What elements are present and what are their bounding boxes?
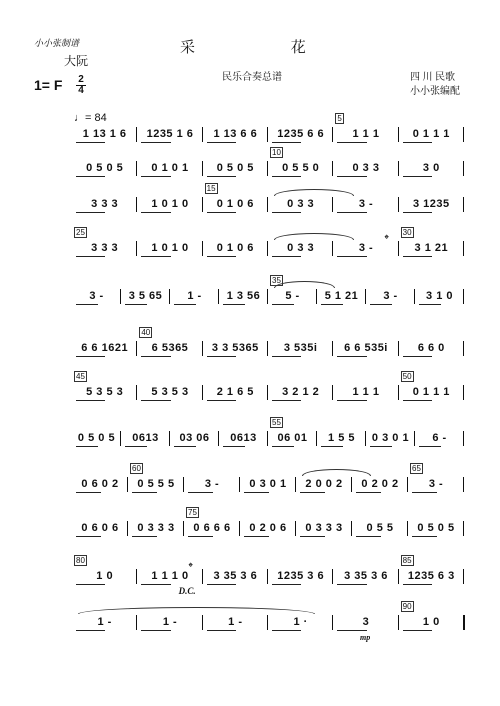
bar-line [267, 289, 268, 304]
bar-line [136, 197, 137, 212]
beam-line [337, 212, 366, 213]
beam-line [207, 630, 236, 631]
bar-line [407, 521, 408, 536]
score-row [72, 228, 464, 270]
origin-label: 四 川 民歌 [410, 72, 455, 83]
measure: 3 3 3 [91, 198, 119, 210]
segno-sign: 𝄌 [188, 560, 193, 574]
bar-line [202, 385, 203, 400]
bar-line [463, 127, 464, 142]
measure: 0 6 0 6 [81, 522, 119, 534]
bar-line [398, 241, 399, 256]
time-signature [76, 75, 86, 96]
measure: 0 1 0 6 [216, 242, 254, 254]
measure: 3 5 65 [128, 290, 163, 302]
beam-line [76, 584, 105, 585]
beam-line [419, 304, 441, 305]
beam-line [207, 400, 236, 401]
beam-line [76, 142, 105, 143]
measure: 1 · [293, 616, 308, 628]
measure: 1235 3 6 [277, 570, 325, 582]
beam-line [412, 492, 437, 493]
tie-slur [274, 281, 335, 288]
bar-line [183, 521, 184, 536]
bar-line [120, 431, 121, 446]
beam-line [207, 584, 236, 585]
measure: 0 3 0 1 [371, 432, 410, 444]
bar-line [398, 569, 399, 584]
measure: 0 5 0 5 [77, 432, 116, 444]
bar-line [202, 615, 203, 630]
beam-line [403, 400, 432, 401]
bar-line [136, 341, 137, 356]
beam-line [272, 584, 301, 585]
measure: 3 - [358, 242, 374, 254]
bar-line [295, 477, 296, 492]
bar-line [463, 431, 464, 446]
tempo-mark: ♩= 84 [74, 112, 107, 124]
measure: 0 5 0 5 [216, 162, 254, 174]
time-numerator: 2 [78, 74, 84, 85]
beam-line [244, 536, 269, 537]
tie-slur [274, 189, 354, 196]
measure: 1 13 6 6 [213, 128, 258, 140]
bar-line [414, 431, 415, 446]
beam-line [141, 176, 170, 177]
score-row [72, 372, 464, 414]
bar-line [365, 431, 366, 446]
beam-line [188, 536, 213, 537]
measure: 0613 [230, 432, 257, 444]
beam-line [223, 446, 245, 447]
beam-line [272, 142, 301, 143]
bar-line [136, 241, 137, 256]
measure: 3 1 0 [426, 290, 453, 302]
measure-number: 80 [76, 556, 85, 565]
bar-line [136, 615, 137, 630]
measure: 0613 [132, 432, 159, 444]
time-denominator: 4 [76, 85, 86, 96]
beam-line [76, 536, 101, 537]
bar-line [332, 615, 333, 630]
bar-line [398, 127, 399, 142]
measure-number: 50 [402, 372, 412, 381]
measure: 3 35 3 6 [213, 570, 258, 582]
measure-number: 45 [76, 372, 85, 381]
measure: 1 - [162, 616, 178, 628]
beam-line [337, 584, 366, 585]
beam-line [76, 630, 105, 631]
bar-line [202, 569, 203, 584]
beam-line [125, 446, 147, 447]
beam-line [76, 176, 105, 177]
bar-line [332, 161, 333, 176]
bar-line [398, 385, 399, 400]
beam-line [272, 212, 301, 213]
bar-line [136, 161, 137, 176]
measure: 0 1 0 1 [151, 162, 189, 174]
measure: 1 0 [96, 570, 114, 582]
measure: 5 1 21 [324, 290, 359, 302]
measure: 0 1 1 1 [412, 128, 450, 140]
beam-line [272, 356, 301, 357]
measure: 0 1 1 1 [412, 386, 450, 398]
bar-line [332, 197, 333, 212]
bar-line [267, 341, 268, 356]
bar-line [463, 241, 464, 256]
bar-line [414, 289, 415, 304]
measure-number: 35 [272, 276, 281, 285]
beam-line [370, 446, 392, 447]
part-name: 大阮 [64, 54, 89, 68]
bar-line [316, 431, 317, 446]
beam-line [188, 492, 213, 493]
beam-line [403, 584, 432, 585]
beam-line [244, 492, 269, 493]
measure: 3 1235 [412, 198, 450, 210]
measure: 3 3 5365 [211, 342, 259, 354]
beam-line [370, 304, 392, 305]
measure: 0 5 0 5 [417, 522, 455, 534]
beam-line [141, 212, 170, 213]
bar-line [398, 341, 399, 356]
measure: 0 2 0 2 [361, 478, 399, 490]
beam-line [223, 304, 245, 305]
beam-line [174, 446, 196, 447]
measure: 1 0 1 0 [151, 242, 189, 254]
measure: 06 01 [277, 432, 308, 444]
measure: 6 6 0 [417, 342, 445, 354]
bar-line [351, 521, 352, 536]
beam-line [207, 212, 236, 213]
measure: 0 6 0 2 [81, 478, 119, 490]
beam-line [141, 256, 170, 257]
measure-number: 75 [188, 508, 197, 517]
beam-line [272, 630, 301, 631]
measure: 5 3 5 3 [151, 386, 189, 398]
bar-line [267, 241, 268, 256]
bar-line [169, 289, 170, 304]
measure: 1 0 [422, 616, 440, 628]
measure-number: 65 [412, 464, 421, 473]
measure-number: 55 [272, 418, 281, 427]
measure: 1 3 56 [226, 290, 261, 302]
beam-line [272, 256, 301, 257]
bar-line [202, 161, 203, 176]
bar-line [202, 241, 203, 256]
dc-mark: D.C. [178, 586, 196, 596]
bar-line [267, 615, 268, 630]
score-row [72, 602, 464, 644]
beam-line [76, 400, 105, 401]
beam-line [337, 142, 366, 143]
beam-line [76, 492, 101, 493]
bar-line [267, 431, 268, 446]
measure-number: 90 [402, 602, 412, 611]
bar-line [267, 385, 268, 400]
beam-line [76, 304, 98, 305]
measure: 0 6 6 6 [193, 522, 231, 534]
bar-line [463, 615, 465, 630]
measure: 0 3 3 3 [137, 522, 175, 534]
measure-number: 15 [206, 184, 216, 193]
beam-line [207, 256, 236, 257]
measure-number: 5 [337, 114, 342, 123]
measure: 3 - [89, 290, 104, 302]
beam-line [412, 536, 437, 537]
bar-line [202, 127, 203, 142]
beam-line [356, 492, 381, 493]
beam-line [207, 142, 236, 143]
beam-line [76, 446, 98, 447]
measure: 3 - [204, 478, 220, 490]
measure: 0 5 5 [366, 522, 394, 534]
beam-line [337, 256, 366, 257]
bar-line [463, 569, 464, 584]
measure: 1 13 1 6 [82, 128, 127, 140]
measure: 0 3 3 [287, 242, 315, 254]
bar-line [120, 289, 121, 304]
beam-line [337, 400, 366, 401]
bar-line [267, 161, 268, 176]
bar-line [267, 569, 268, 584]
measure: 1 5 5 [328, 432, 355, 444]
measure-number: 85 [402, 556, 412, 565]
measure: 0 2 0 6 [249, 522, 287, 534]
bar-line [407, 477, 408, 492]
bar-line [202, 341, 203, 356]
beam-line [207, 356, 236, 357]
bar-line [332, 569, 333, 584]
bar-line [267, 197, 268, 212]
score-row [72, 418, 464, 460]
measure: 1 1 1 0 [151, 570, 189, 582]
measure: 3 535i [283, 342, 318, 354]
measure: 1 1 1 [352, 386, 380, 398]
beam-line [272, 400, 301, 401]
segno-sign: 𝄌 [384, 232, 389, 246]
score-row [72, 276, 464, 318]
beam-line [132, 492, 157, 493]
bar-line [202, 197, 203, 212]
dynamic-mark: mp [360, 633, 371, 642]
bar-line [463, 289, 464, 304]
page-title: 采 花 [180, 40, 307, 56]
beam-line [141, 356, 170, 357]
measure: 1 - [97, 616, 112, 628]
measure: 2 1 6 5 [216, 386, 254, 398]
beam-line [76, 212, 105, 213]
bar-line [398, 161, 399, 176]
beam-line [419, 446, 441, 447]
beam-line [356, 536, 381, 537]
score-row [72, 508, 464, 550]
measure: 3 35 3 6 [344, 570, 388, 582]
beam-line [141, 630, 170, 631]
measure: 3 - [383, 290, 398, 302]
key-signature: 1= F [34, 77, 63, 93]
bar-line [332, 341, 333, 356]
beam-line [300, 492, 325, 493]
measure: 1 0 1 0 [151, 198, 189, 210]
measure: 3 - [358, 198, 374, 210]
bar-line [463, 197, 464, 212]
measure: 0 5 5 5 [137, 478, 175, 490]
measure-number: 25 [76, 228, 85, 237]
beam-line [321, 446, 343, 447]
measure: 1 - [228, 616, 243, 628]
beam-line [132, 536, 157, 537]
measure-number: 30 [402, 228, 412, 237]
measure: 0 5 5 0 [282, 162, 320, 174]
score-row [72, 184, 464, 226]
bar-line [332, 127, 333, 142]
arranger-label: 小小张编配 [410, 86, 460, 97]
score-row [72, 328, 464, 370]
measure: 6 6 1621 [81, 342, 129, 354]
tie-slur [274, 233, 354, 240]
beam-line [337, 630, 366, 631]
beam-line [174, 304, 196, 305]
bar-line [398, 615, 399, 630]
measure-number: 40 [141, 328, 151, 337]
bar-line [218, 289, 219, 304]
beam-line [403, 176, 432, 177]
beam-line [403, 356, 432, 357]
score-row [72, 464, 464, 506]
beam-line [337, 176, 366, 177]
bar-line [365, 289, 366, 304]
beam-line [403, 630, 432, 631]
beam-line [403, 142, 432, 143]
measure: 2 0 0 2 [305, 478, 343, 490]
beam-line [272, 176, 301, 177]
bar-line [136, 569, 137, 584]
beam-line [207, 176, 236, 177]
tie-slur [78, 607, 315, 614]
beam-line [125, 304, 147, 305]
measure-number: 10 [272, 148, 281, 157]
beam-line [403, 212, 432, 213]
bar-line [463, 477, 464, 492]
measure: 5 3 5 3 [86, 386, 124, 398]
bar-line [239, 477, 240, 492]
bar-line [316, 289, 317, 304]
score-row [72, 148, 464, 190]
bar-line [218, 431, 219, 446]
measure: 3 [362, 616, 370, 628]
beam-line [272, 304, 294, 305]
beam-line [403, 256, 432, 257]
bar-line [332, 241, 333, 256]
beam-line [141, 584, 170, 585]
bar-line [127, 521, 128, 536]
bar-line [239, 521, 240, 536]
beam-line [321, 304, 343, 305]
measure: 6 - [432, 432, 447, 444]
bar-line [169, 431, 170, 446]
bar-line [267, 127, 268, 142]
measure: 3 1 21 [414, 242, 449, 254]
bar-line [463, 341, 464, 356]
bar-line [136, 127, 137, 142]
bar-line [332, 385, 333, 400]
measure: 6 6 535i [344, 342, 388, 354]
measure: 5 - [285, 290, 300, 302]
measure: 1235 1 6 [146, 128, 194, 140]
bar-line [463, 521, 464, 536]
measure: 0 1 0 6 [216, 198, 254, 210]
measure: 6 5365 [151, 342, 189, 354]
measure: 1235 6 3 [407, 570, 455, 582]
measure: 0 3 0 1 [249, 478, 287, 490]
beam-line [272, 446, 294, 447]
tie-slur [302, 469, 371, 476]
bar-line [136, 385, 137, 400]
beam-line [141, 142, 170, 143]
score-row [72, 556, 464, 598]
bar-line [183, 477, 184, 492]
measure: 3 0 [422, 162, 440, 174]
bar-line [127, 477, 128, 492]
bar-line [463, 385, 464, 400]
beam-line [300, 536, 325, 537]
beam-line [76, 356, 105, 357]
measure: 1 1 1 [352, 128, 380, 140]
measure: 3 - [428, 478, 444, 490]
subtitle: 民乐合奏总谱 [222, 72, 282, 83]
bar-line [295, 521, 296, 536]
beam-line [76, 256, 105, 257]
measure: 3 2 1 2 [282, 386, 320, 398]
measure-number: 60 [132, 464, 141, 473]
measure: 0 5 0 5 [86, 162, 124, 174]
arranger-note: 小小张制谱 [34, 38, 80, 48]
measure: 0 3 3 [352, 162, 380, 174]
measure: 1 - [187, 290, 202, 302]
measure: 1235 6 6 [277, 128, 325, 140]
measure: 0 3 3 [287, 198, 315, 210]
bar-line [398, 197, 399, 212]
measure: 3 3 3 [91, 242, 119, 254]
beam-line [337, 356, 366, 357]
bar-line [463, 161, 464, 176]
bar-line [351, 477, 352, 492]
measure: 03 06 [179, 432, 210, 444]
beam-line [141, 400, 170, 401]
measure: 0 3 3 3 [305, 522, 343, 534]
